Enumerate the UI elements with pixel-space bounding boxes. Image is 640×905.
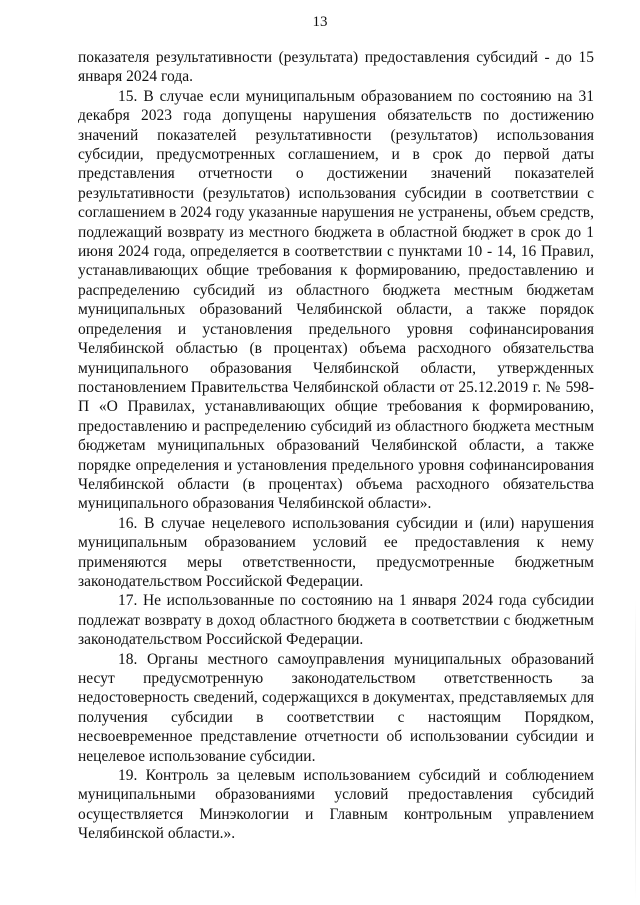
paragraph-19: 19. Контроль за целевым использованием субсидий и соблюдением муниципальными образованиями условий предоставления субсидий осуществляется Минэкологии и Главным контрольным управлением Челябинской области.». [78,767,594,843]
paragraph-17: 17. Не использованные по состоянию на 1 января 2024 года субсидии подлежат возврату в доход областного бюджета в соответствии с бюджетным законодательством Российской Федерации. [78,592,594,649]
page-number: 13 [312,14,328,30]
scan-edge-line [635,600,636,900]
paragraph-18: 18. Органы местного самоуправления муниципальных образований несут предусмотренную законодательством ответственность за недостоверность сведений, содержащихся в документах, представляемых для получения субсидии в соответствии с настоящим Порядком, несвоевременное представление отчетности об использовании субсидии и нецелевое использование субсидии. [78,650,594,765]
paragraph-15: 15. В случае если муниципальным образованием по состоянию на 31 декабря 2023 года допущены нарушения обязательств по достижению значений показателей результативности (результатов) использования субсидии, предусмотренных соглашением, и в срок до первой даты представления отчетности о достижении значений показателей результативности (результатов) использования субсидии в соответствии с соглашением в 2024 году указанные нарушения не устранены, объем средств, подлежащий возврату из местного бюджета в областной бюджет в срок до 1 июня 2024 года, определяется в соответствии с пунктами 10 - 14, 16 Правил, устанавливающих общие требования к формированию, предоставлению и распределению субсидий из областного бюджета местным бюджетам муниципальных образований Челябинской области, а также порядок определения и установления предельного уровня софинансирования Челябинской областью (в процентах) объема расходного обязательства муниципального образования Челябинской области, утвержденных постановлением Правительства Челябинской области от 25.12.2019 г. № 598-П «О Правилах, устанавливающих общие требования к формированию, предоставлению и распределению субсидий из областного бюджета местным бюджетам муниципальных образований Челябинской области, а также порядке определения и установления предельного уровня софинансирования Челябинской области (в процентах) объема расходного обязательства муниципального образования Челябинской области». [78,87,594,513]
paragraph-continuation: показателя результативности (результата) предоставления субсидий - до 15 января 2024 года. [78,49,594,86]
document-body [78,48,594,844]
paragraph-16: 16. В случае нецелевого использования субсидии и (или) нарушения муниципальным образованием условий ее предоставления к нему применяются меры ответственности, предусмотренные бюджетным законодательством Российской Федерации. [78,514,594,590]
